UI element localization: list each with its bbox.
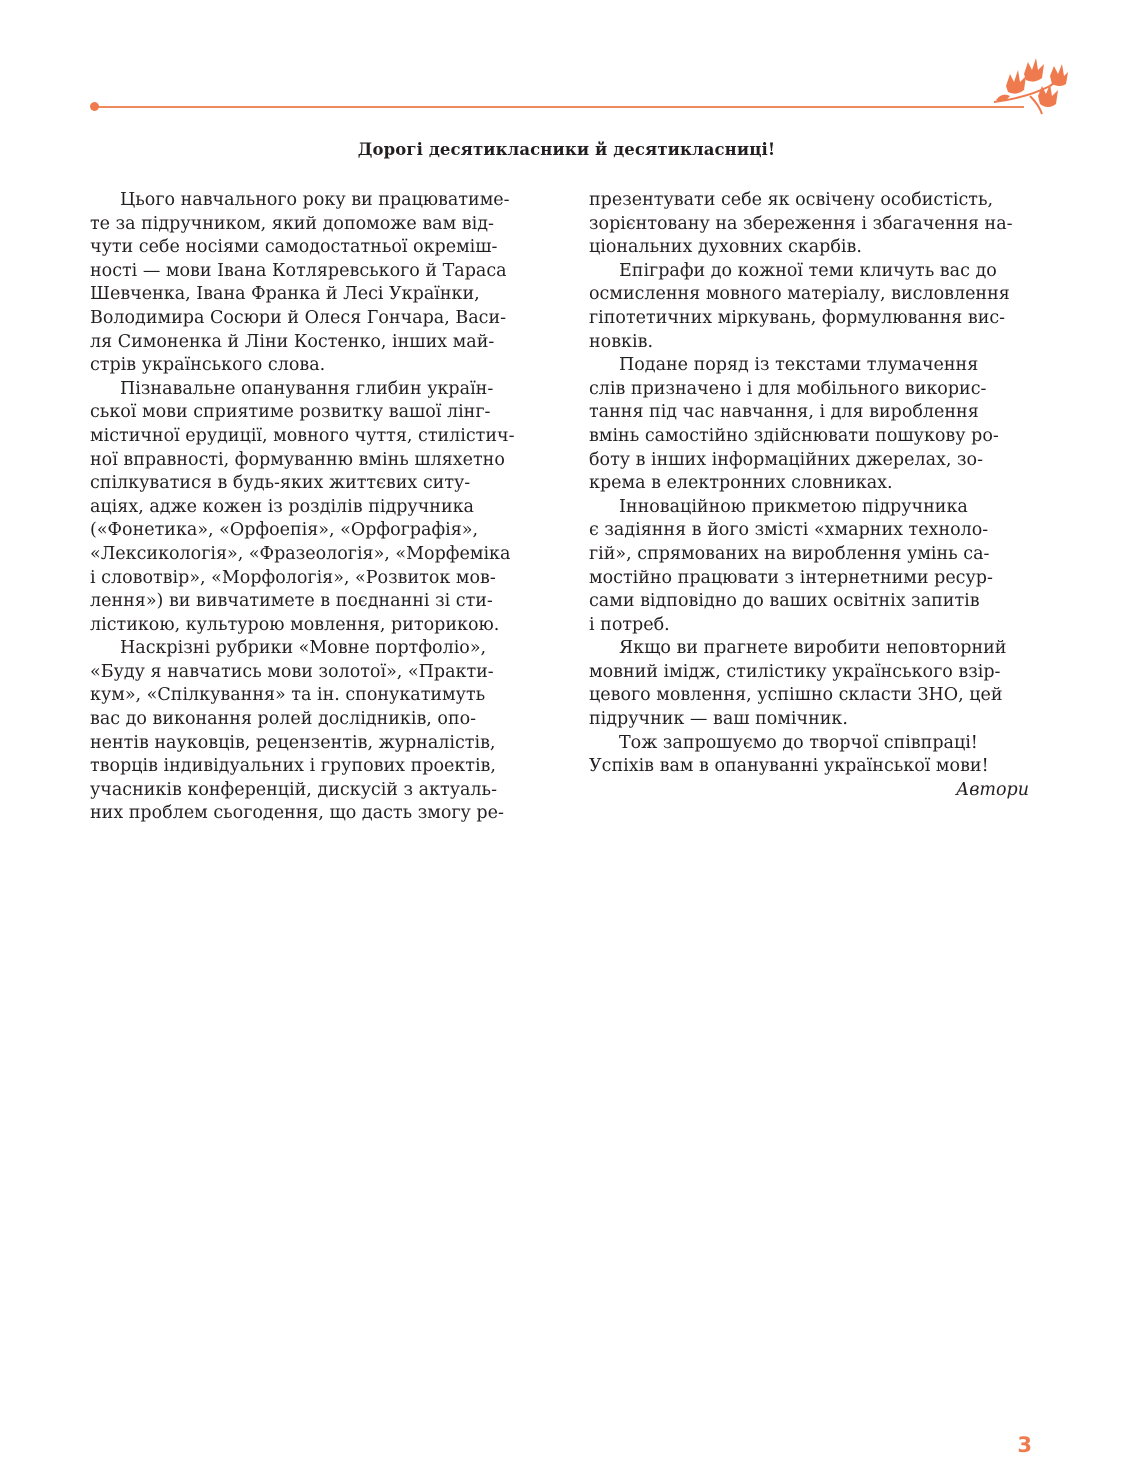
text-line: ності — мови Івана Котляревського й Тараса [90, 260, 507, 281]
text-line: аціях, адже кожен із розділів підручника [90, 496, 474, 517]
authors-signature: Автори [955, 779, 1029, 800]
text-line: («Фонетика», «Орфоепія», «Орфографія», [90, 520, 479, 541]
text-line: Епіграфи до кожної теми кличуть вас до [619, 260, 997, 281]
text-line: новків. [589, 331, 654, 352]
text-line: містичної ерудиції, мовного чуття, стилістич- [90, 425, 515, 446]
flower-branch-icon [990, 56, 1070, 118]
header-rule-dot [90, 102, 99, 111]
text-line: стрів українського слова. [90, 355, 326, 376]
page-title: Дорогі десятикласники й десятикласниці! [357, 140, 776, 159]
text-line: вас до виконання ролей дослідників, опо- [90, 709, 477, 730]
text-line: гій», спрямованих на вироблення умінь са- [589, 543, 990, 564]
text-line: цевого мовлення, успішно скласти ЗНО, цей [589, 685, 1003, 706]
text-line: нентів науковців, рецензентів, журналістів, [90, 732, 496, 753]
text-line: те за підручником, який допоможе вам від- [90, 213, 494, 234]
text-line: презентувати себе як освічену особистість, [589, 190, 994, 210]
text-line: мостійно працювати з інтернетними ресур- [589, 567, 993, 588]
right-column [589, 189, 1029, 802]
text-line: Наскрізні рубрики «Мовне портфоліо», [120, 638, 487, 659]
text-line: сами відповідно до ваших освітніх запитів [589, 591, 980, 612]
text-line: Цього навчального року ви працюватиме- [120, 190, 510, 210]
text-line: мовний імідж, стилістику українського взір- [589, 661, 1001, 682]
text-line: учасників конференцій, дискусій з актуаль- [90, 779, 497, 800]
text-line: лення») ви вивчатимете в поєднанні зі сти- [90, 591, 493, 612]
text-line: ської мови сприятиме розвитку вашої лінг- [90, 402, 491, 423]
text-line: крема в електронних словниках. [589, 473, 893, 494]
text-line: і потреб. [589, 614, 670, 635]
text-line: ля Симоненка й Ліни Костенко, інших май- [90, 331, 495, 352]
text-line: творців індивідуальних і групових проектів, [90, 756, 496, 777]
text-line: гіпотетичних міркувань, формулювання вис- [589, 307, 1006, 328]
text-line: лістикою, культурою мовлення, риторикою. [90, 614, 500, 635]
text-line: осмислення мовного матеріалу, висловлення [589, 284, 1010, 305]
text-line: Успіхів вам в опануванні української мови! [589, 756, 989, 777]
text-line: Подане поряд із текстами тлумачення [619, 355, 979, 376]
text-line: вмінь самостійно здійснювати пошукову ро- [589, 425, 999, 446]
text-line: тання під час навчання, і для вироблення [589, 402, 979, 423]
text-line: Володимира Сосюри й Олеся Гончара, Васи- [90, 307, 507, 328]
text-line: боту в інших інформаційних джерелах, зо- [589, 449, 983, 470]
text-line: «Лексикологія», «Фразеологія», «Морфеміка [90, 543, 511, 564]
text-line: слів призначено і для мобільного викорис- [589, 378, 987, 399]
page-number: 3 [1017, 1433, 1032, 1457]
text-line: підручник — ваш помічник. [589, 709, 848, 730]
text-line: Інноваційною прикметою підручника [619, 496, 968, 517]
text-line: є задіяння в його змісті «хмарних техноло- [589, 520, 989, 541]
text-line: Шевченка, Івана Франка й Лесі Українки, [90, 284, 480, 305]
left-column [90, 189, 530, 826]
text-line: зорієнтовану на збереження і збагачення на- [589, 213, 1013, 234]
text-line: Тож запрошуємо до творчої співпраці! [619, 732, 978, 753]
text-line: спілкуватися в будь-яких життєвих ситу- [90, 473, 471, 494]
text-line: кум», «Спілкування» та ін. спонукатимуть [90, 685, 486, 706]
text-line: Якщо ви прагнете виробити неповторний [619, 638, 1007, 659]
text-line: і словотвір», «Морфологія», «Розвиток мов- [90, 567, 496, 588]
text-line: «Буду я навчатись мови золотої», «Практи- [90, 661, 494, 682]
text-line: ціональних духовних скарбів. [589, 237, 862, 258]
text-line: чути себе носіями самодостатньої окреміш- [90, 237, 498, 258]
text-line: ної вправності, формуванню вмінь шляхетно [90, 449, 505, 470]
text-line: Пізнавальне опанування глибин україн- [120, 378, 494, 399]
header-rule [94, 106, 1024, 108]
text-line: них проблем сьогодення, що дасть змогу ре- [90, 803, 504, 824]
